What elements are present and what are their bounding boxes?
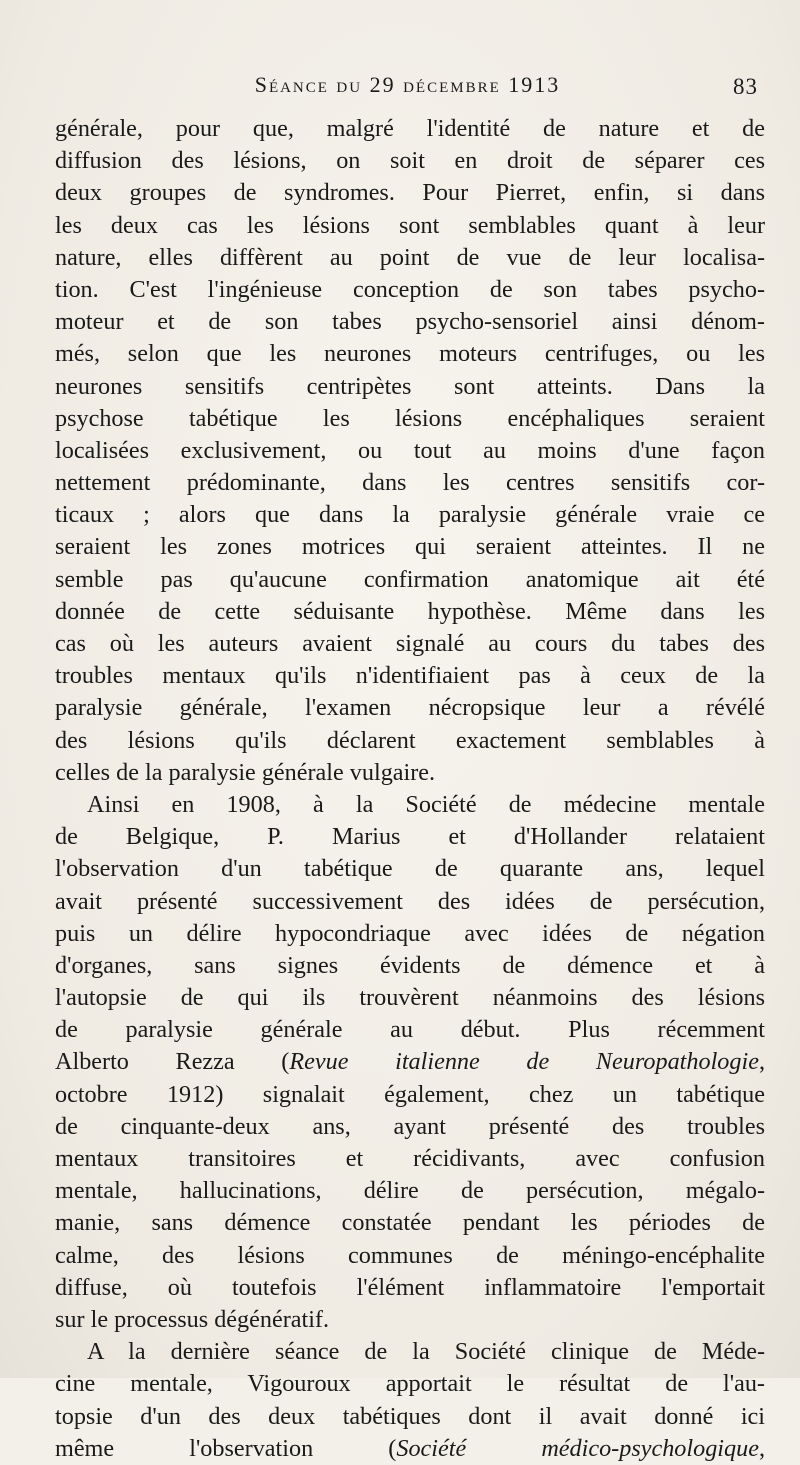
text-line: diffuse, où toutefois l'élément inflammatoire l'emportait	[55, 1273, 765, 1301]
text-line: psychose tabétique les lésions encéphaliques seraient	[55, 404, 765, 432]
text-line: de cinquante-deux ans, ayant présenté des troubles	[55, 1112, 765, 1140]
text-line: l'autopsie de qui ils trouvèrent néanmoins des lésions	[55, 984, 765, 1012]
journal-title: Revue italienne de Neuropathologie	[289, 1048, 759, 1076]
text-line: sur le processus dégénératif.	[55, 1305, 330, 1333]
text-line: localisées exclusivement, ou tout au moins d'une façon	[55, 436, 765, 464]
text-line: les deux cas les lésions sont semblables quant à leur	[55, 211, 765, 239]
body-text	[55, 113, 765, 1465]
text-line: neurones sensitifs centripètes sont atteints. Dans la	[55, 372, 765, 400]
text-line	[55, 1433, 765, 1465]
journal-title: Société médico-psychologique	[396, 1434, 759, 1462]
text-line: deux groupes de syndromes. Pour Pierret, enfin, si dans	[55, 179, 765, 207]
running-head: Séance du 29 décembre 1913	[254, 72, 561, 97]
text-line: paralysie générale, l'examen nécropsique leur a révélé	[55, 694, 765, 722]
text-segment: ,	[758, 1048, 765, 1076]
text-line: octobre 1912) signalait également, chez un tabétique	[55, 1080, 765, 1108]
text-line: puis un délire hypocondriaque avec idées de négation	[55, 919, 765, 947]
text-line: des lésions qu'ils déclarent exactement semblables à	[55, 726, 765, 754]
text-line: donnée de cette séduisante hypothèse. Même dans les	[55, 597, 765, 625]
text-segment: même l'observation (	[55, 1434, 397, 1462]
text-line: topsie d'un des deux tabétiques dont il avait donné ici	[55, 1402, 765, 1430]
text-line: celles de la paralysie générale vulgaire.	[55, 758, 436, 786]
text-line: nettement prédominante, dans les centres sensitifs cor-	[55, 469, 765, 497]
text-line: de Belgique, P. Marius et d'Hollander relataient	[55, 823, 765, 851]
page-number: 83	[733, 74, 758, 99]
text-line: seraient les zones motrices qui seraient atteintes. Il ne	[55, 533, 765, 561]
text-line: cas où les auteurs avaient signalé au cours du tabes des	[55, 630, 765, 657]
text-line: manie, sans démence constatée pendant les périodes de	[55, 1209, 765, 1237]
text-line: mentale, hallucinations, délire de persécution, mégalo-	[55, 1177, 765, 1205]
text-line: semble pas qu'aucune confirmation anatomique ait été	[55, 565, 765, 593]
text-line: diffusion des lésions, on soit en droit de séparer ces	[55, 147, 765, 175]
text-line	[55, 1046, 765, 1078]
text-line: générale, pour que, malgré l'identité de nature et de	[55, 115, 765, 142]
text-segment: ,	[758, 1434, 765, 1462]
text-line: mentaux transitoires et récidivants, avec confusion	[55, 1145, 765, 1172]
page-header	[55, 70, 760, 104]
text-line: Ainsi en 1908, à la Société de médecine mentale	[87, 790, 765, 818]
text-line: moteur et de son tabes psycho-sensoriel ainsi dénom-	[55, 308, 765, 336]
text-line: A la dernière séance de la Société clinique de Méde-	[87, 1338, 765, 1366]
text-segment: Alberto Rezza (	[55, 1048, 290, 1076]
text-line: nature, elles diffèrent au point de vue de leur localisa-	[55, 243, 765, 271]
text-line: cine mentale, Vigouroux apportait le résultat de l'au-	[55, 1370, 765, 1398]
text-line: l'observation d'un tabétique de quarante ans, lequel	[55, 855, 765, 883]
text-line: d'organes, sans signes évidents de démence et à	[55, 951, 765, 979]
text-line: troubles mentaux qu'ils n'identifiaient pas à ceux de la	[55, 662, 765, 690]
text-line: calme, des lésions communes de méningo-encéphalite	[55, 1241, 765, 1269]
text-line: més, selon que les neurones moteurs centrifuges, ou les	[55, 340, 765, 368]
text-line: ticaux ; alors que dans la paralysie générale vraie ce	[55, 501, 765, 529]
text-line: de paralysie générale au début. Plus récemment	[55, 1016, 765, 1044]
text-line: avait présenté successivement des idées de persécution,	[55, 887, 765, 915]
text-line: tion. C'est l'ingénieuse conception de son tabes psycho-	[55, 275, 765, 303]
